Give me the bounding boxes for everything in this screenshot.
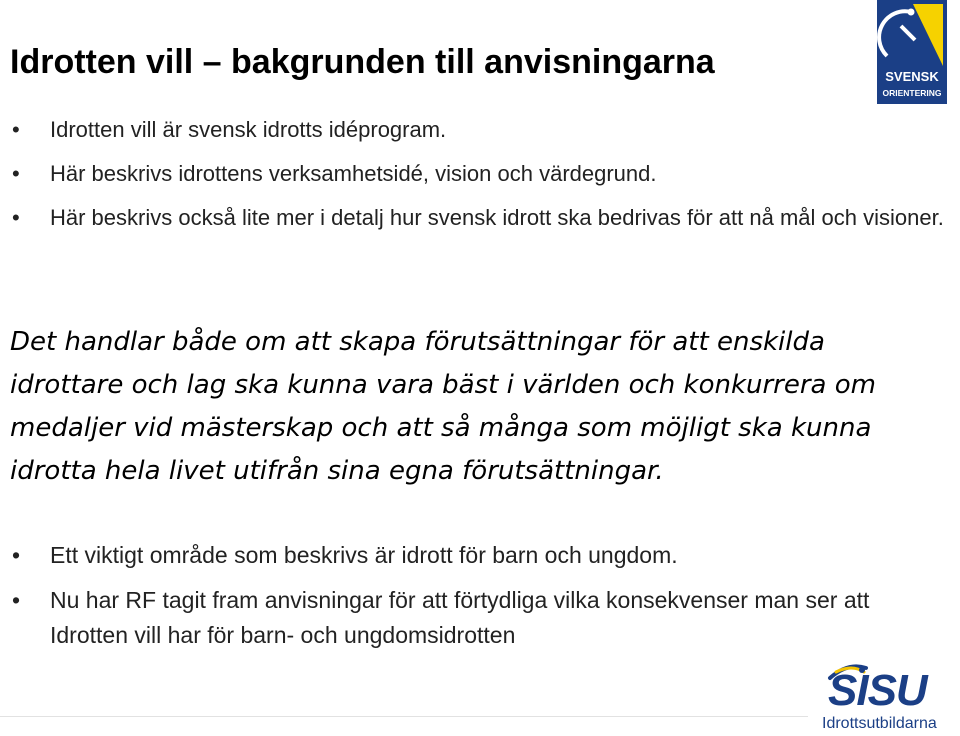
bullet-text: Ett viktigt område som beskrivs är idrott för barn och ungdom.: [50, 542, 678, 568]
bullet-icon: •: [12, 587, 21, 613]
sisu-idrottsutbildarna-logo: [818, 660, 960, 736]
orienteering-logo-graphic: [877, 0, 947, 104]
footer-divider: [0, 716, 808, 717]
bullet-text: Här beskrivs idrottens verksamhetsidé, vision och värdegrund.: [50, 161, 657, 186]
list-item: [0, 538, 950, 573]
list-item: [0, 155, 950, 192]
bullet-text: Idrotten vill är svensk idrotts idéprogram.: [50, 117, 447, 142]
svensk-orientering-logo: [877, 0, 947, 104]
orienteering-logo-line1: SVENSK: [885, 69, 939, 84]
bottom-bullet-list: [0, 538, 950, 663]
bullet-icon: •: [12, 117, 20, 142]
orienteering-logo-line2: ORIENTERING: [882, 88, 942, 98]
slide-title: Idrotten vill – bakgrunden till anvisningarna: [10, 43, 715, 81]
bullet-text: Nu har RF tagit fram anvisningar för att förtydliga vilka konsekvenser man ser att Idrotten vill har för barn- och ungdomsidrotten: [50, 587, 870, 648]
sisu-subtitle: Idrottsutbildarna: [822, 715, 937, 732]
quote-paragraph: Det handlar både om att skapa förutsättningar för att enskilda idrottare och lag ska kunna vara bäst i världen och konkurrera om medaljer vid mästerskap och att så många som möjligt ska kunna idrotta hela livet utifrån sina egna förutsättningar.: [10, 327, 876, 486]
bullet-icon: •: [12, 205, 20, 230]
list-item: [0, 111, 950, 148]
list-item: [0, 583, 950, 653]
top-bullet-list: [0, 111, 950, 243]
bullet-icon: •: [12, 161, 20, 186]
sisu-wordmark: SISU: [828, 666, 927, 715]
list-item: [0, 199, 950, 236]
bullet-icon: •: [12, 542, 21, 568]
bullet-text: Här beskrivs också lite mer i detalj hur svensk idrott ska bedrivas för att nå mål och visioner.: [50, 205, 944, 230]
